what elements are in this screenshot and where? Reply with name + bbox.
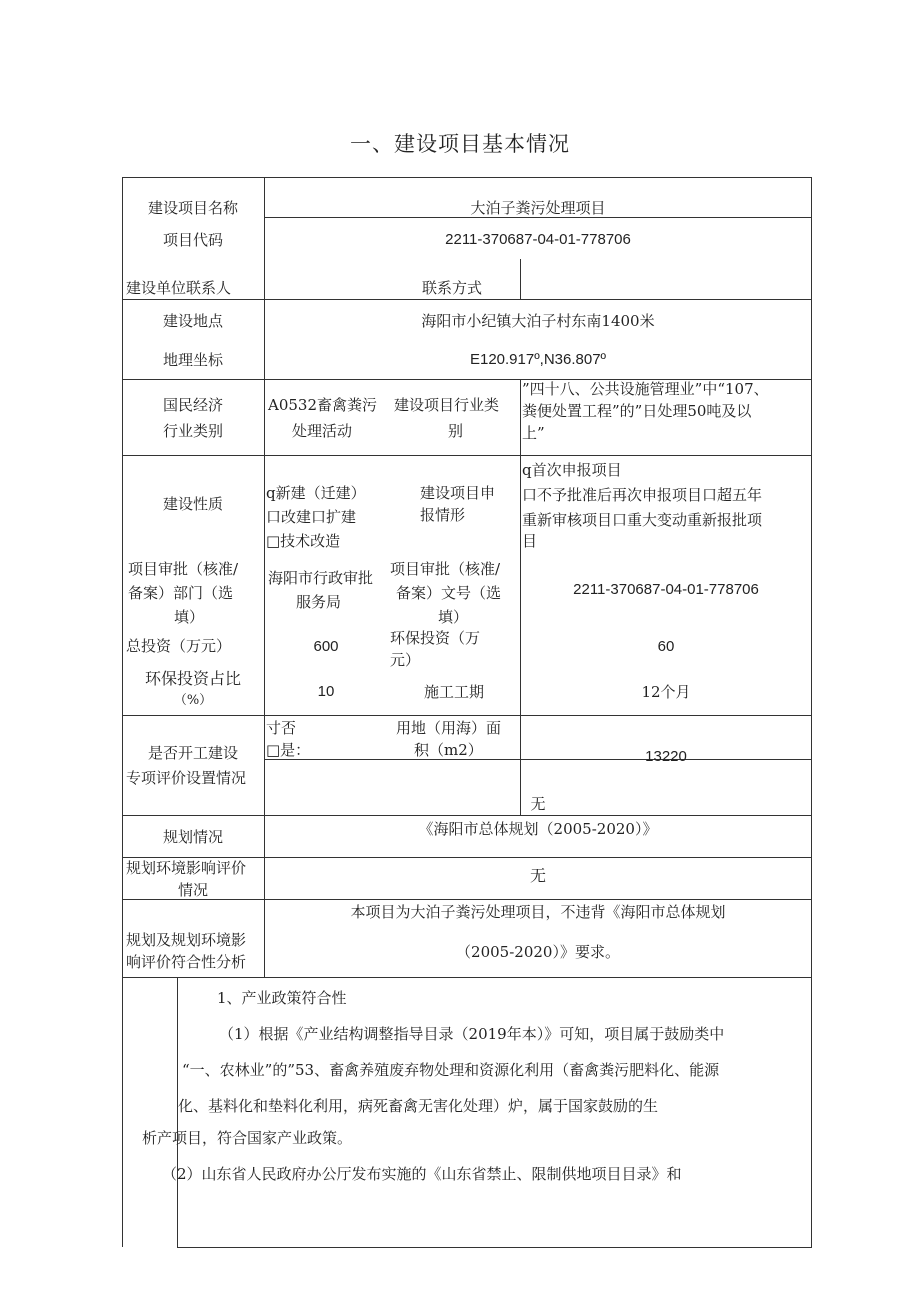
location-label: 建设地点 [162,312,223,330]
industry-value-1: A0532畜禽粪污 [268,396,378,414]
invest-label: 总投资（万元） [126,637,232,655]
approval-dept-value-1: 海阳市行政审批 [268,569,374,587]
paragraph-line: “一、农林业”的”53、畜禽养殖废弃物处理和资源化利用（畜禽粪污肥料化、能源 [182,1061,720,1079]
row-line [122,715,812,716]
paragraph-line: （2）山东省人民政府办公厅发布实施的《山东省禁止、限制供地项目目录》和 [162,1165,682,1183]
env-ratio-label-1: 环保投资占比 [144,669,241,688]
approval-dept-label-1: 项目审批（核准/ [128,560,239,578]
paragraph-line: 析产项目，符合国家产业政策。 [142,1129,353,1147]
project-name-label: 建设项目名称 [147,199,238,217]
plan-env-value: 无 [529,866,546,885]
industry-label-2: 行业类别 [162,422,223,440]
industry-label-1: 国民经济 [162,396,223,414]
paragraph-line: （1）根据《产业结构调整指导目录（2019年本）》可知，项目属于鼓励类中 [219,1025,725,1043]
table-border-top [122,177,812,178]
mid-column-divider [520,379,521,715]
land-label-1: 用地（用海）面 [396,719,502,737]
declare-label-1: 建设项目申 [420,484,496,502]
declare-value-1: q首次申报项目 [522,461,622,479]
approval-dept-label-2: 备案）部门（选 [128,584,234,602]
plan-fit-label-2: 响评价符合性分析 [126,953,247,971]
approval-no-label-2: 备案）文号（选 [396,584,502,602]
special-eval-value: 无 [530,795,546,813]
row-line [122,299,812,300]
contact-method-label: 联系方式 [421,279,482,297]
declare-value-2: 口不予批准后再次申报项目口超五年 [522,486,763,504]
special-eval-label: 专项评价设置情况 [126,769,247,787]
project-name-value: 大泊子粪污处理项目 [470,199,606,217]
land-value: 13220 [645,748,687,765]
page-title: 一、建设项目基本情况 [350,132,570,156]
project-industry-label-2: 别 [448,422,464,440]
approval-no-value: 2211-370687-04-01-778706 [573,581,759,598]
row-line [122,455,812,456]
project-industry-value-2: 粪便处置工程”的”日处理50吨及以 [522,402,752,420]
contact-divider [520,259,521,299]
env-invest-label-2: 元） [390,651,421,669]
nature-value-1: q新建（迁建） [266,484,366,502]
table-border-left [122,177,123,1247]
nature-label: 建设性质 [162,495,223,513]
project-code-label: 项目代码 [162,231,223,249]
declare-value-3: 重新审核项目口重大变动重新报批项 [522,511,763,529]
declare-label-2: 报情形 [420,506,466,524]
plan-fit-value-1: 本项目为大泊子粪污处理项目，不违背《海阳市总体规划 [350,903,726,921]
section-heading: 1、产业政策符合性 [217,989,347,1007]
coords-value: E120.917º,N36.807º [469,351,607,368]
nature-value-3: □技术改造 [266,532,341,550]
project-industry-label-1: 建设项目行业类 [394,396,500,414]
land-label-2: 积（m2） [414,741,483,759]
project-industry-value-1: ”四十八、公共设施管理业”中“107、 [522,380,769,398]
env-invest-label-1: 环保投资（万 [390,629,481,647]
env-invest-value: 60 [657,638,675,655]
nature-value-2: 口改建口扩建 [266,508,357,526]
period-label: 施工工期 [423,683,484,701]
approval-no-label-1: 项目审批（核准/ [390,560,501,578]
row-line [122,815,812,816]
location-value: 海阳市小纪镇大泊子村东南1400米 [421,312,655,330]
project-industry-value-3: 上” [522,424,545,442]
started-value-1: 寸否 [266,719,297,737]
project-info-table [122,177,812,1297]
declare-value-4: 目 [522,532,538,550]
industry-value-2: 处理活动 [292,422,353,440]
plan-env-label-1: 规划环境影响评价 [126,859,247,877]
row-line [177,1247,812,1248]
table-border-right [811,177,812,1247]
plan-fit-value-2: （2005-2020）》要求。 [456,943,620,961]
row-line [122,977,812,978]
approval-no-label-3: 填） [438,608,469,626]
started-value-2: □是： [266,741,311,759]
coords-label: 地理坐标 [162,351,223,369]
contact-label: 建设单位联系人 [126,279,232,297]
period-value: 12个月 [641,683,691,701]
approval-dept-value-2: 服务局 [296,593,342,611]
started-label: 是否开工建设 [147,744,238,762]
invest-value: 600 [313,638,339,655]
paragraph-line: 化、基料化和垫料化利用，病死畜禽无害化处理）炉，属于国家鼓励的生 [178,1097,659,1115]
plan-fit-label-1: 规划及规划环境影 [126,931,247,949]
env-ratio-value: 10 [317,683,335,700]
approval-dept-label-3: 填） [174,608,205,626]
env-ratio-label-2: （%） [173,693,213,708]
project-code-value: 2211-370687-04-01-778706 [445,231,631,248]
plan-env-label-2: 情况 [177,881,208,899]
planning-value: 《海阳市总体规划（2005-2020）》 [418,820,658,838]
planning-label: 规划情况 [162,828,223,846]
